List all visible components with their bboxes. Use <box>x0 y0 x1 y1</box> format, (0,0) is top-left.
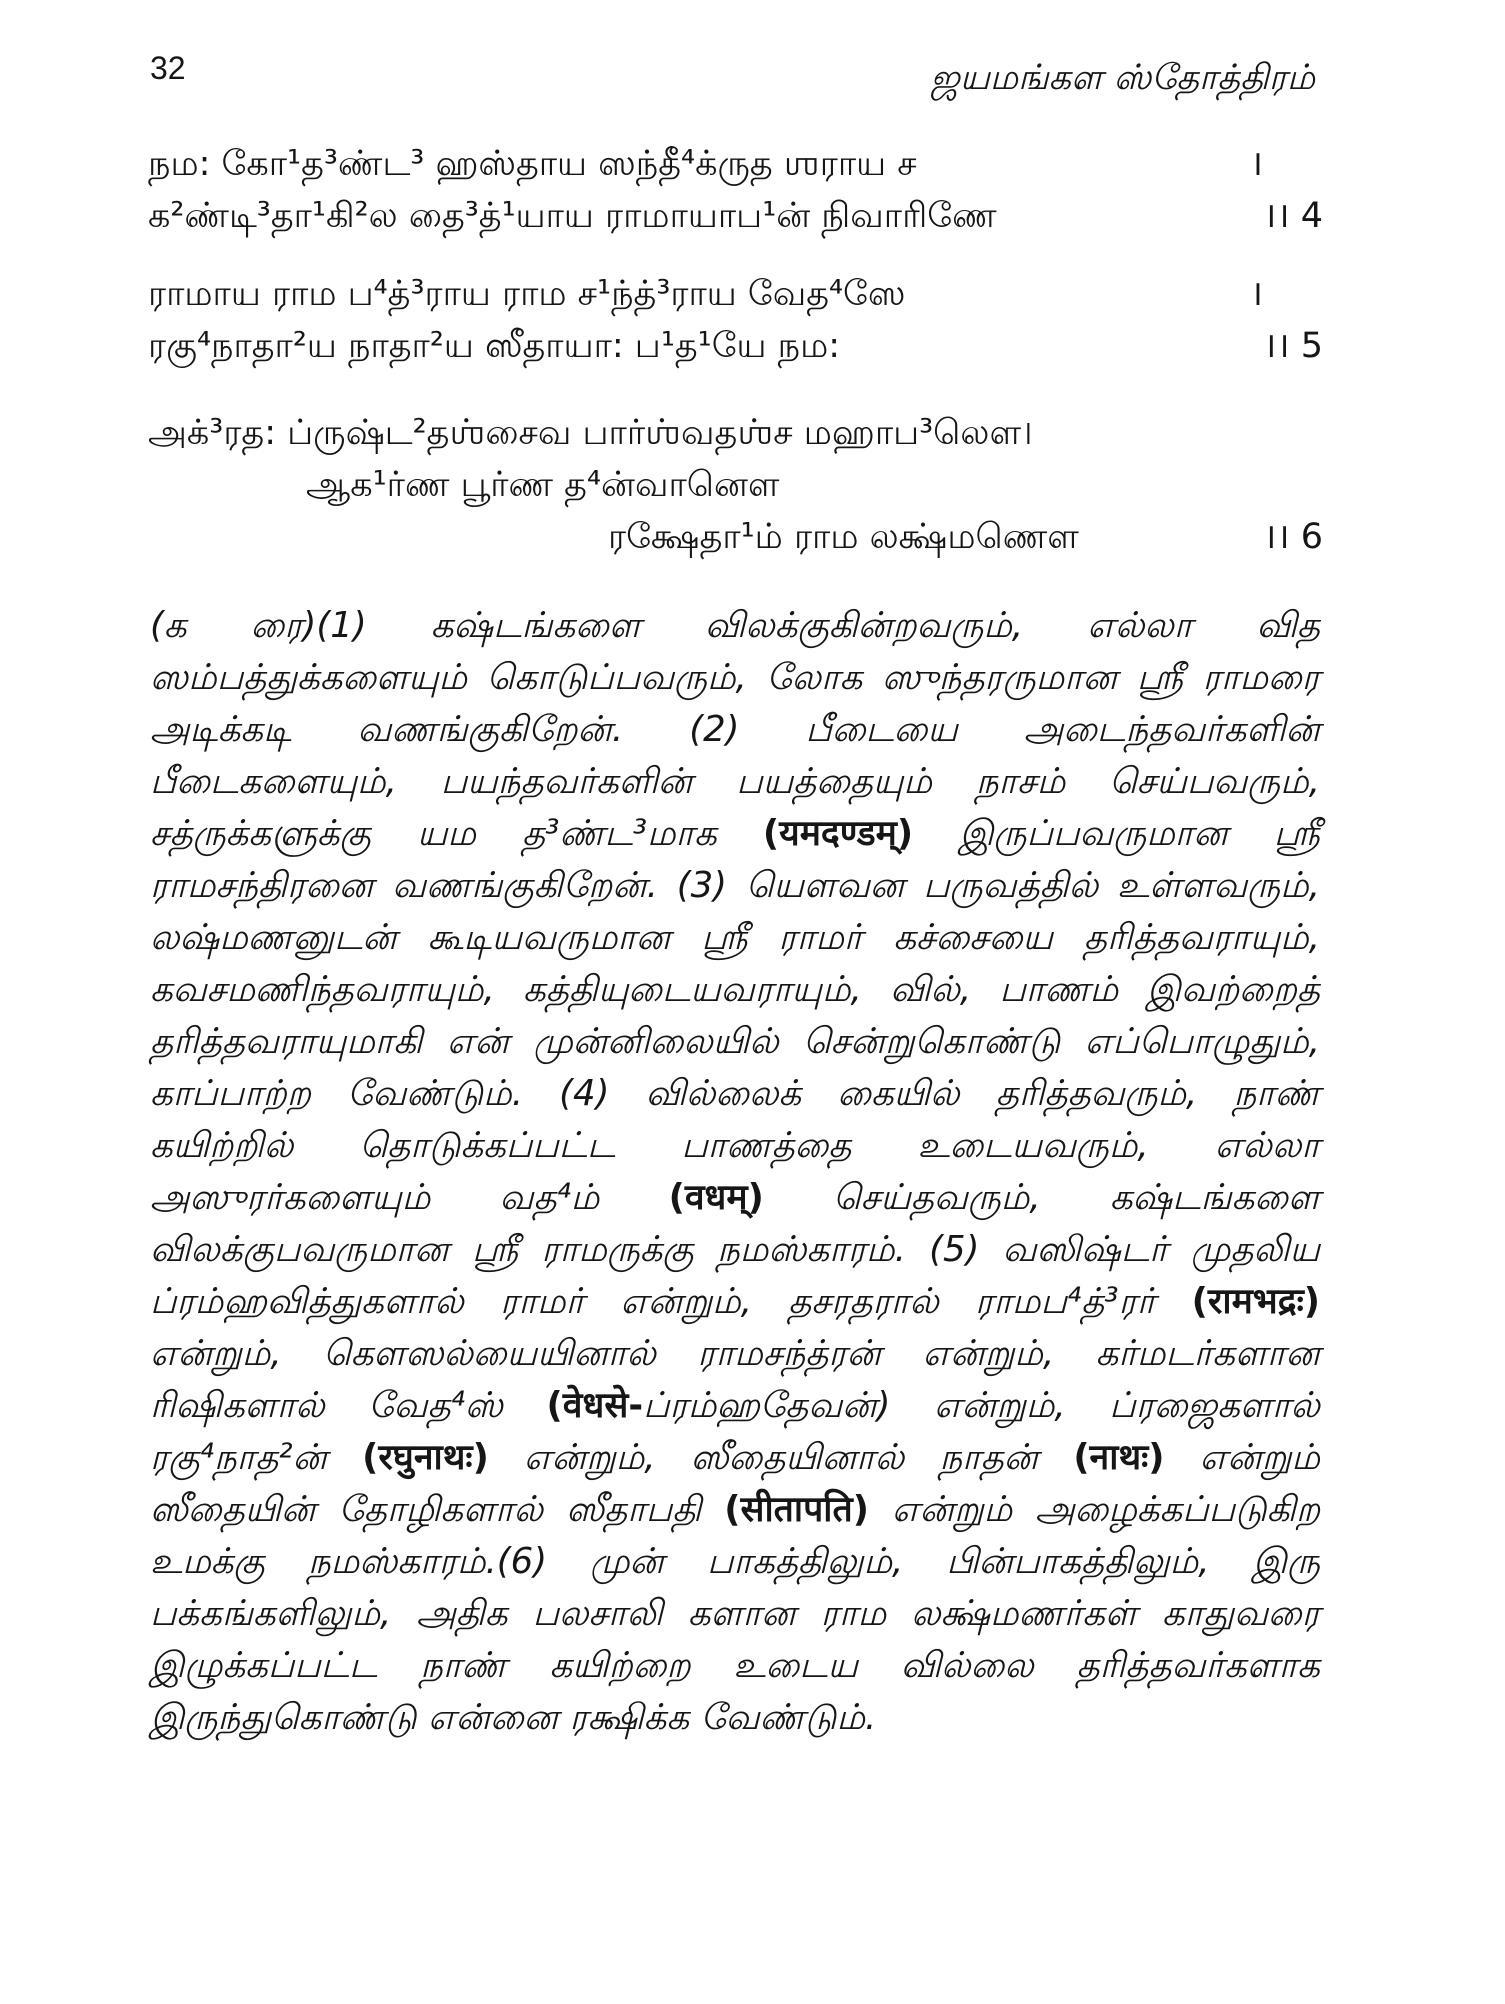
sanskrit-gloss: (सीतापति) <box>724 1489 869 1530</box>
sanskrit-gloss: (वेधसे- <box>546 1385 644 1426</box>
verse-text: அக்³ரத: ப்ருஷ்ட²தஶ்சைவ பார்ஶ்வதஶ்ச மஹாப³லௌ। <box>148 413 1033 453</box>
verse-6 <box>148 407 1323 563</box>
verse-line <box>148 268 1323 320</box>
sanskrit-gloss: (रघुनाथः) <box>362 1437 489 1478</box>
verse-line <box>148 511 1323 563</box>
verse-text: ஆக¹ர்ண பூர்ண த⁴ன்வானௌ <box>306 465 780 505</box>
sanskrit-gloss: (यमदण्डम्) <box>762 813 914 854</box>
commentary-text: ப்ரம்ஹதேவன்) என்றும், ப்ரஜைகளால் ரகு⁴நாத²ன் <box>150 1385 1320 1478</box>
verse-line <box>148 407 1323 459</box>
verse-text: க²ண்டி³தா¹கி²ல தை³த்¹யாய ராமாயாப¹ன் நிவாரிணே <box>148 196 997 236</box>
verse-line <box>148 190 1323 242</box>
verse-danda: । <box>1249 274 1263 314</box>
verse-line <box>148 459 1323 511</box>
verse-5 <box>148 268 1323 372</box>
commentary-paragraph <box>150 600 1320 1744</box>
commentary-text: செய்தவரும், கஷ்டங்களை விலக்குபவருமான ஸ்ரீ ராமருக்கு நமஸ்காரம். (5) வஸிஷ்டர் முதலிய ப்ரம்ஹவித்துகளால் ராமர் என்றும், தசரதரால் ராமப⁴த்³ரர் <box>150 1177 1320 1322</box>
verse-danda: । <box>1249 144 1263 184</box>
commentary-text: என்றும், கௌஸல்யையினால் ராமசந்த்ரன் என்றும், கர்மடர்களான ரிஷிகளால் வேத⁴ஸ் <box>150 1333 1320 1426</box>
verse-text: ரகு⁴நாதா²ய நாதா²ய ஸீதாயா: ப¹த¹யே நம: <box>148 326 841 366</box>
page-number: 32 <box>150 50 186 86</box>
running-title: ஜயமங்கள ஸ்தோத்திரம் <box>930 58 1315 98</box>
verse-number: ।। 5 <box>1263 326 1323 366</box>
commentary-text: என்றும் அழைக்கப்படுகிற உமக்கு நமஸ்காரம்.(6) முன் பாகத்திலும், பின்பாகத்திலும், இரு பக்கங்களிலும், அதிக பலசாலி களான ராம லக்ஷ்மணர்கள் காதுவரை இழுக்கப்பட்ட நாண் கயிற்றை உடைய வில்லை தரித்தவர்களாக இருந்துகொண்டு என்னை ரக்ஷிக்க வேண்டும். <box>150 1489 1320 1738</box>
sanskrit-gloss: (नाथः) <box>1073 1437 1165 1478</box>
verse-line <box>148 138 1323 190</box>
verse-number: ।। 6 <box>1263 517 1323 557</box>
verse-line <box>148 320 1323 372</box>
verse-number: ।। 4 <box>1263 196 1323 236</box>
verse-text: ராமாய ராம ப⁴த்³ராய ராம ச¹ந்த்³ராய வேத⁴ஸே <box>148 274 906 314</box>
commentary-text: (க ரை)(1) கஷ்டங்களை விலக்குகின்றவரும், எல்லா வித ஸம்பத்துக்களையும் கொடுப்பவரும், லோக ஸுந்தரருமான ஸ்ரீ ராமரை அடிக்கடி வணங்குகிறேன். (2) பீடையை அடைந்தவர்களின் பீடைகளையும், பயந்தவர்களின் பயத்தையும் நாசம் செய்பவரும், சத்ருக்களுக்கு யம த³ண்ட³மாக <box>150 605 1320 854</box>
commentary-text: இருப்பவருமான ஸ்ரீ ராமசந்திரனை வணங்குகிறேன். (3) யௌவன பருவத்தில் உள்ளவரும், லஷ்மணனுடன் கூடியவருமான ஸ்ரீ ராமர் கச்சையை தரித்தவராயும், கவசமணிந்தவராயும், கத்தியுடையவராயும், வில், பாணம் இவற்றைத் தரித்தவராயுமாகி என் முன்னிலையில் சென்றுகொண்டு எப்பொழுதும், காப்பாற்ற வேண்டும். (4) வில்லைக் கையில் தரித்தவரும், நாண் கயிற்றில் தொடுக்கப்பட்ட பாணத்தை உடையவரும், எல்லா அஸுரர்களையும் வத⁴ம் <box>150 813 1320 1218</box>
commentary-text: என்றும், ஸீதையினால் நாதன் <box>488 1437 1074 1478</box>
verse-text: நம: கோ¹த³ண்ட³ ஹஸ்தாய ஸந்தீ⁴க்ருத ஶராய ச <box>148 144 917 184</box>
sanskrit-gloss: (वधम्) <box>668 1177 764 1218</box>
verse-text: ரக்ஷேதா¹ம் ராம லக்ஷ்மணௌ <box>608 517 1079 557</box>
verse-4 <box>148 138 1323 242</box>
commentary-text: என்றும் ஸீதையின் தோழிகளால் ஸீதாபதி <box>150 1437 1320 1530</box>
sanskrit-gloss: (रामभद्रः) <box>1191 1281 1320 1322</box>
